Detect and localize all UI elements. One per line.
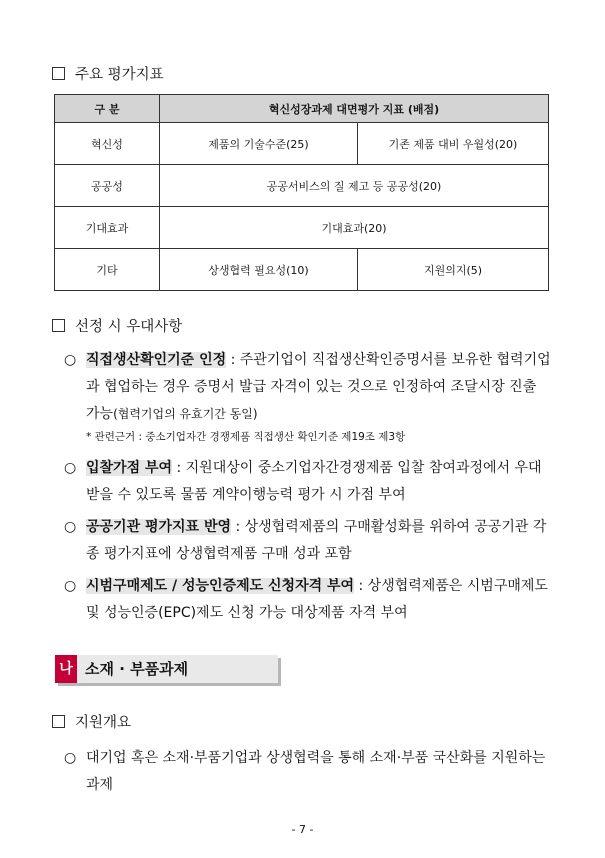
section-banner xyxy=(55,655,278,683)
list-item: ○ 공공기관 평가지표 반영 : 상생협력제품의 구매활성화를 위하여 공공기관 각종 평가지표에 상생협력제품 구매 성과 포함 xyxy=(64,514,554,568)
table-row: 기타 상생협력 필요성(10) 지원의지(5) xyxy=(55,249,549,291)
evaluation-table xyxy=(54,94,549,291)
circle-bullet-icon: ○ xyxy=(64,352,77,368)
circle-bullet-icon: ○ xyxy=(64,578,77,594)
circle-bullet-icon: ○ xyxy=(64,460,77,476)
table-header: 혁신성장과제 대면평가 지표 (배점) xyxy=(160,95,549,123)
table-row: 기대효과 기대효과(20) xyxy=(55,207,549,249)
list-item: ○ 직접생산확인기준 인정 : 주관기업이 직접생산확인증명서를 보유한 협력기업과 협업하는 경우 증명서 발급 자격이 있는 것으로 인정하여 조달시장 진출 가능(협력기업의 유효기간 동일) xyxy=(64,347,554,428)
reference-note: * 관련근거 : 중소기업자간 경쟁제품 직접생산 확인기준 제19조 제3항 xyxy=(86,431,406,443)
list-item: ○ 대기업 혹은 소재·부품기업과 상생협력을 통해 소재·부품 국산화를 지원하는 과제 xyxy=(64,745,554,799)
checkbox-square-icon xyxy=(52,67,65,80)
page-number: - 7 - xyxy=(291,823,314,836)
checkbox-square-icon xyxy=(52,715,65,728)
table-row: 혁신성 제품의 기술수준(25) 기존 제품 대비 우월성(20) xyxy=(55,123,549,165)
section-heading-support: 지원개요 xyxy=(52,711,131,732)
section-heading-pref: 선정 시 우대사항 xyxy=(52,315,182,336)
table-row: 공공성 공공서비스의 질 제고 등 공공성(20) xyxy=(55,165,549,207)
circle-bullet-icon: ○ xyxy=(64,750,77,766)
checkbox-square-icon xyxy=(52,319,65,332)
section-heading-eval: 주요 평가지표 xyxy=(52,63,164,84)
table-header: 구 분 xyxy=(55,95,160,123)
list-item: ○ 시범구매제도 / 성능인증제도 신청자격 부여 : 상생협력제품은 시범구매제도 및 성능인증(EPC)제도 신청 가능 대상제품 자격 부여 xyxy=(64,573,554,627)
list-item: ○ 입찰가점 부여 : 지원대상이 중소기업자간경쟁제품 입찰 참여과정에서 우대받을 수 있도록 물품 계약이행능력 평가 시 가점 부여 xyxy=(64,455,554,509)
circle-bullet-icon: ○ xyxy=(64,519,77,535)
section-badge: 나 xyxy=(55,655,77,683)
banner-title: 소재 · 부품과제 xyxy=(85,660,189,678)
